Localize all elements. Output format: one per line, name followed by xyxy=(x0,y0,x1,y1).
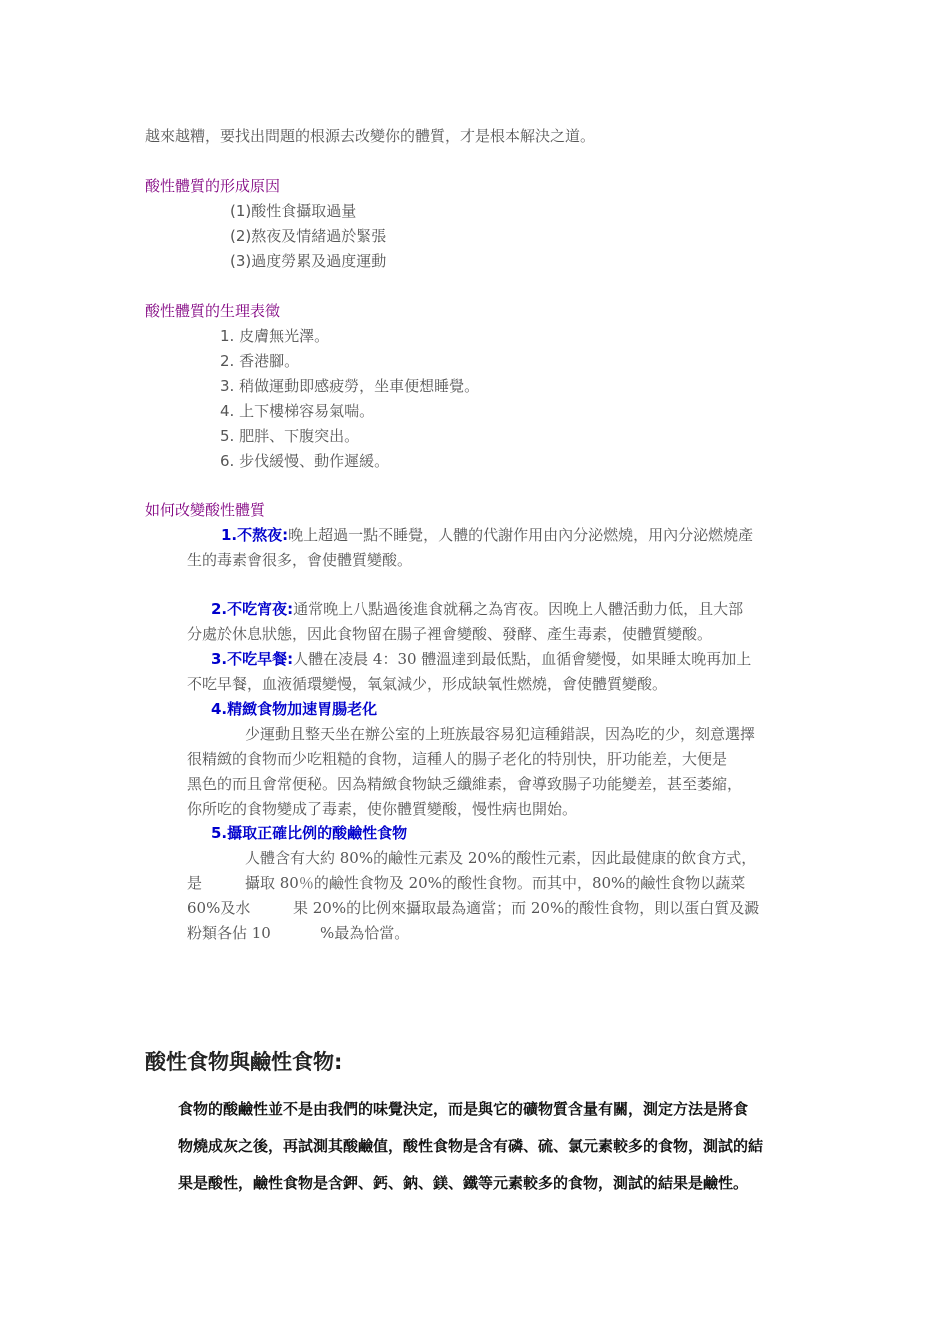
bold-paragraph-line: 物燒成灰之後，再試測其酸鹼值，酸性食物是含有磷、硫、氯元素較多的食物，測試的結 xyxy=(178,1137,764,1155)
tip-paragraph-5-fragment: %最為恰當。 xyxy=(320,924,410,942)
tip-paragraph-2-line: 分處於休息狀態，因此食物留在腸子裡會變酸、發酵、產生毒素，使體質變酸。 xyxy=(187,625,713,643)
tip-paragraph-2-line xyxy=(211,599,743,619)
bold-paragraph-line: 果是酸性，鹼性食物是含鉀、鈣、鈉、鎂、鐵等元素較多的食物，測試的結果是鹼性。 xyxy=(178,1174,749,1192)
intro-text: 越來越糟，要找出問題的根源去改變你的體質，才是根本解決之道。 xyxy=(145,127,596,145)
tip-paragraph-4-line: 很精緻的食物而少吃粗糙的食物，這種人的腸子老化的特別快，肝功能差，大便是 xyxy=(187,750,728,768)
cause-item: (2)熬夜及情緒過於緊張 xyxy=(230,227,387,245)
cause-item: (1)酸性食攝取過量 xyxy=(230,202,357,220)
tip-label: 2.不吃宵夜: xyxy=(211,600,294,618)
symptom-item: 2. 香港腳。 xyxy=(220,352,300,370)
tip-paragraph-5-fragment: 是 xyxy=(187,874,203,892)
symptom-item: 6. 步伐緩慢、動作遲緩。 xyxy=(220,452,390,470)
tip-text: 人體在凌晨 4：30 體溫達到最低點，血循會變慢，如果睡太晚再加上 xyxy=(293,650,752,668)
tip-paragraph-5-fragment: 攝取 80％的鹼性食物及 20%的酸性食物。而其中，80%的鹼性食物以蔬菜 xyxy=(245,874,746,892)
tip-text: 晚上超過一點不睡覺，人體的代謝作用由內分泌燃燒，用內分泌燃燒產 xyxy=(288,526,754,544)
tip-label: 4.精緻食物加速胃腸老化 xyxy=(211,700,378,718)
tip-paragraph-1-line xyxy=(221,525,753,545)
tip-paragraph-1-line: 生的毒素會很多，會使體質變酸。 xyxy=(187,551,413,569)
section-title-acid-alkaline: 酸性食物與鹼性食物: xyxy=(145,1050,343,1074)
section-heading-causes: 酸性體質的形成原因 xyxy=(145,177,281,195)
tip-paragraph-5-fragment: 60%及水 xyxy=(187,899,251,917)
tip-paragraph-5-fragment: 果 20%的比例來攝取最為適當；而 20%的酸性食物，則以蛋白質及澱 xyxy=(293,899,760,917)
symptom-item: 1. 皮膚無光澤。 xyxy=(220,327,330,345)
tip-paragraph-3-line xyxy=(211,649,751,669)
bold-paragraph-line: 食物的酸鹼性並不是由我們的味覺決定，而是與它的礦物質含量有關，測定方法是將食 xyxy=(178,1100,749,1118)
tip-paragraph-3-line: 不吃早餐，血液循環變慢，氧氣減少，形成缺氧性燃燒，會使體質變酸。 xyxy=(187,675,668,693)
tip-label: 5.攝取正確比例的酸鹼性食物 xyxy=(211,824,408,842)
section-heading-symptoms: 酸性體質的生理表徵 xyxy=(145,302,281,320)
tip-paragraph-4-line: 少運動且整天坐在辦公室的上班族最容易犯這種錯誤，因為吃的少，刻意選擇 xyxy=(245,725,756,743)
symptom-item: 3. 稍做運動即感疲勞，坐車便想睡覺。 xyxy=(220,377,480,395)
cause-item: (3)過度勞累及過度運動 xyxy=(230,252,387,270)
section-heading-change: 如何改變酸性體質 xyxy=(145,501,266,519)
tip-paragraph-5-line: 人體含有大約 80%的鹼性元素及 20%的酸性元素，因此最健康的飲食方式， xyxy=(245,849,757,867)
symptom-item: 4. 上下樓梯容易氣喘。 xyxy=(220,402,375,420)
tip-text: 通常晚上八點過後進食就稱之為宵夜。因晚上人體活動力低，且大部 xyxy=(293,600,744,618)
symptom-item: 5. 肥胖、下腹突出。 xyxy=(220,427,360,445)
tip-paragraph-5-fragment: 粉類各佔 10 xyxy=(187,924,271,942)
tip-paragraph-4-line: 你所吃的食物變成了毒素，使你體質變酸，慢性病也開始。 xyxy=(187,800,578,818)
tip-label: 3.不吃早餐: xyxy=(211,650,294,668)
tip-paragraph-4-line: 黑色的而且會常便秘。因為精緻食物缺乏纖維素，會導致腸子功能變差，甚至萎縮， xyxy=(187,775,743,793)
tip-label: 1.不熬夜: xyxy=(221,526,289,544)
